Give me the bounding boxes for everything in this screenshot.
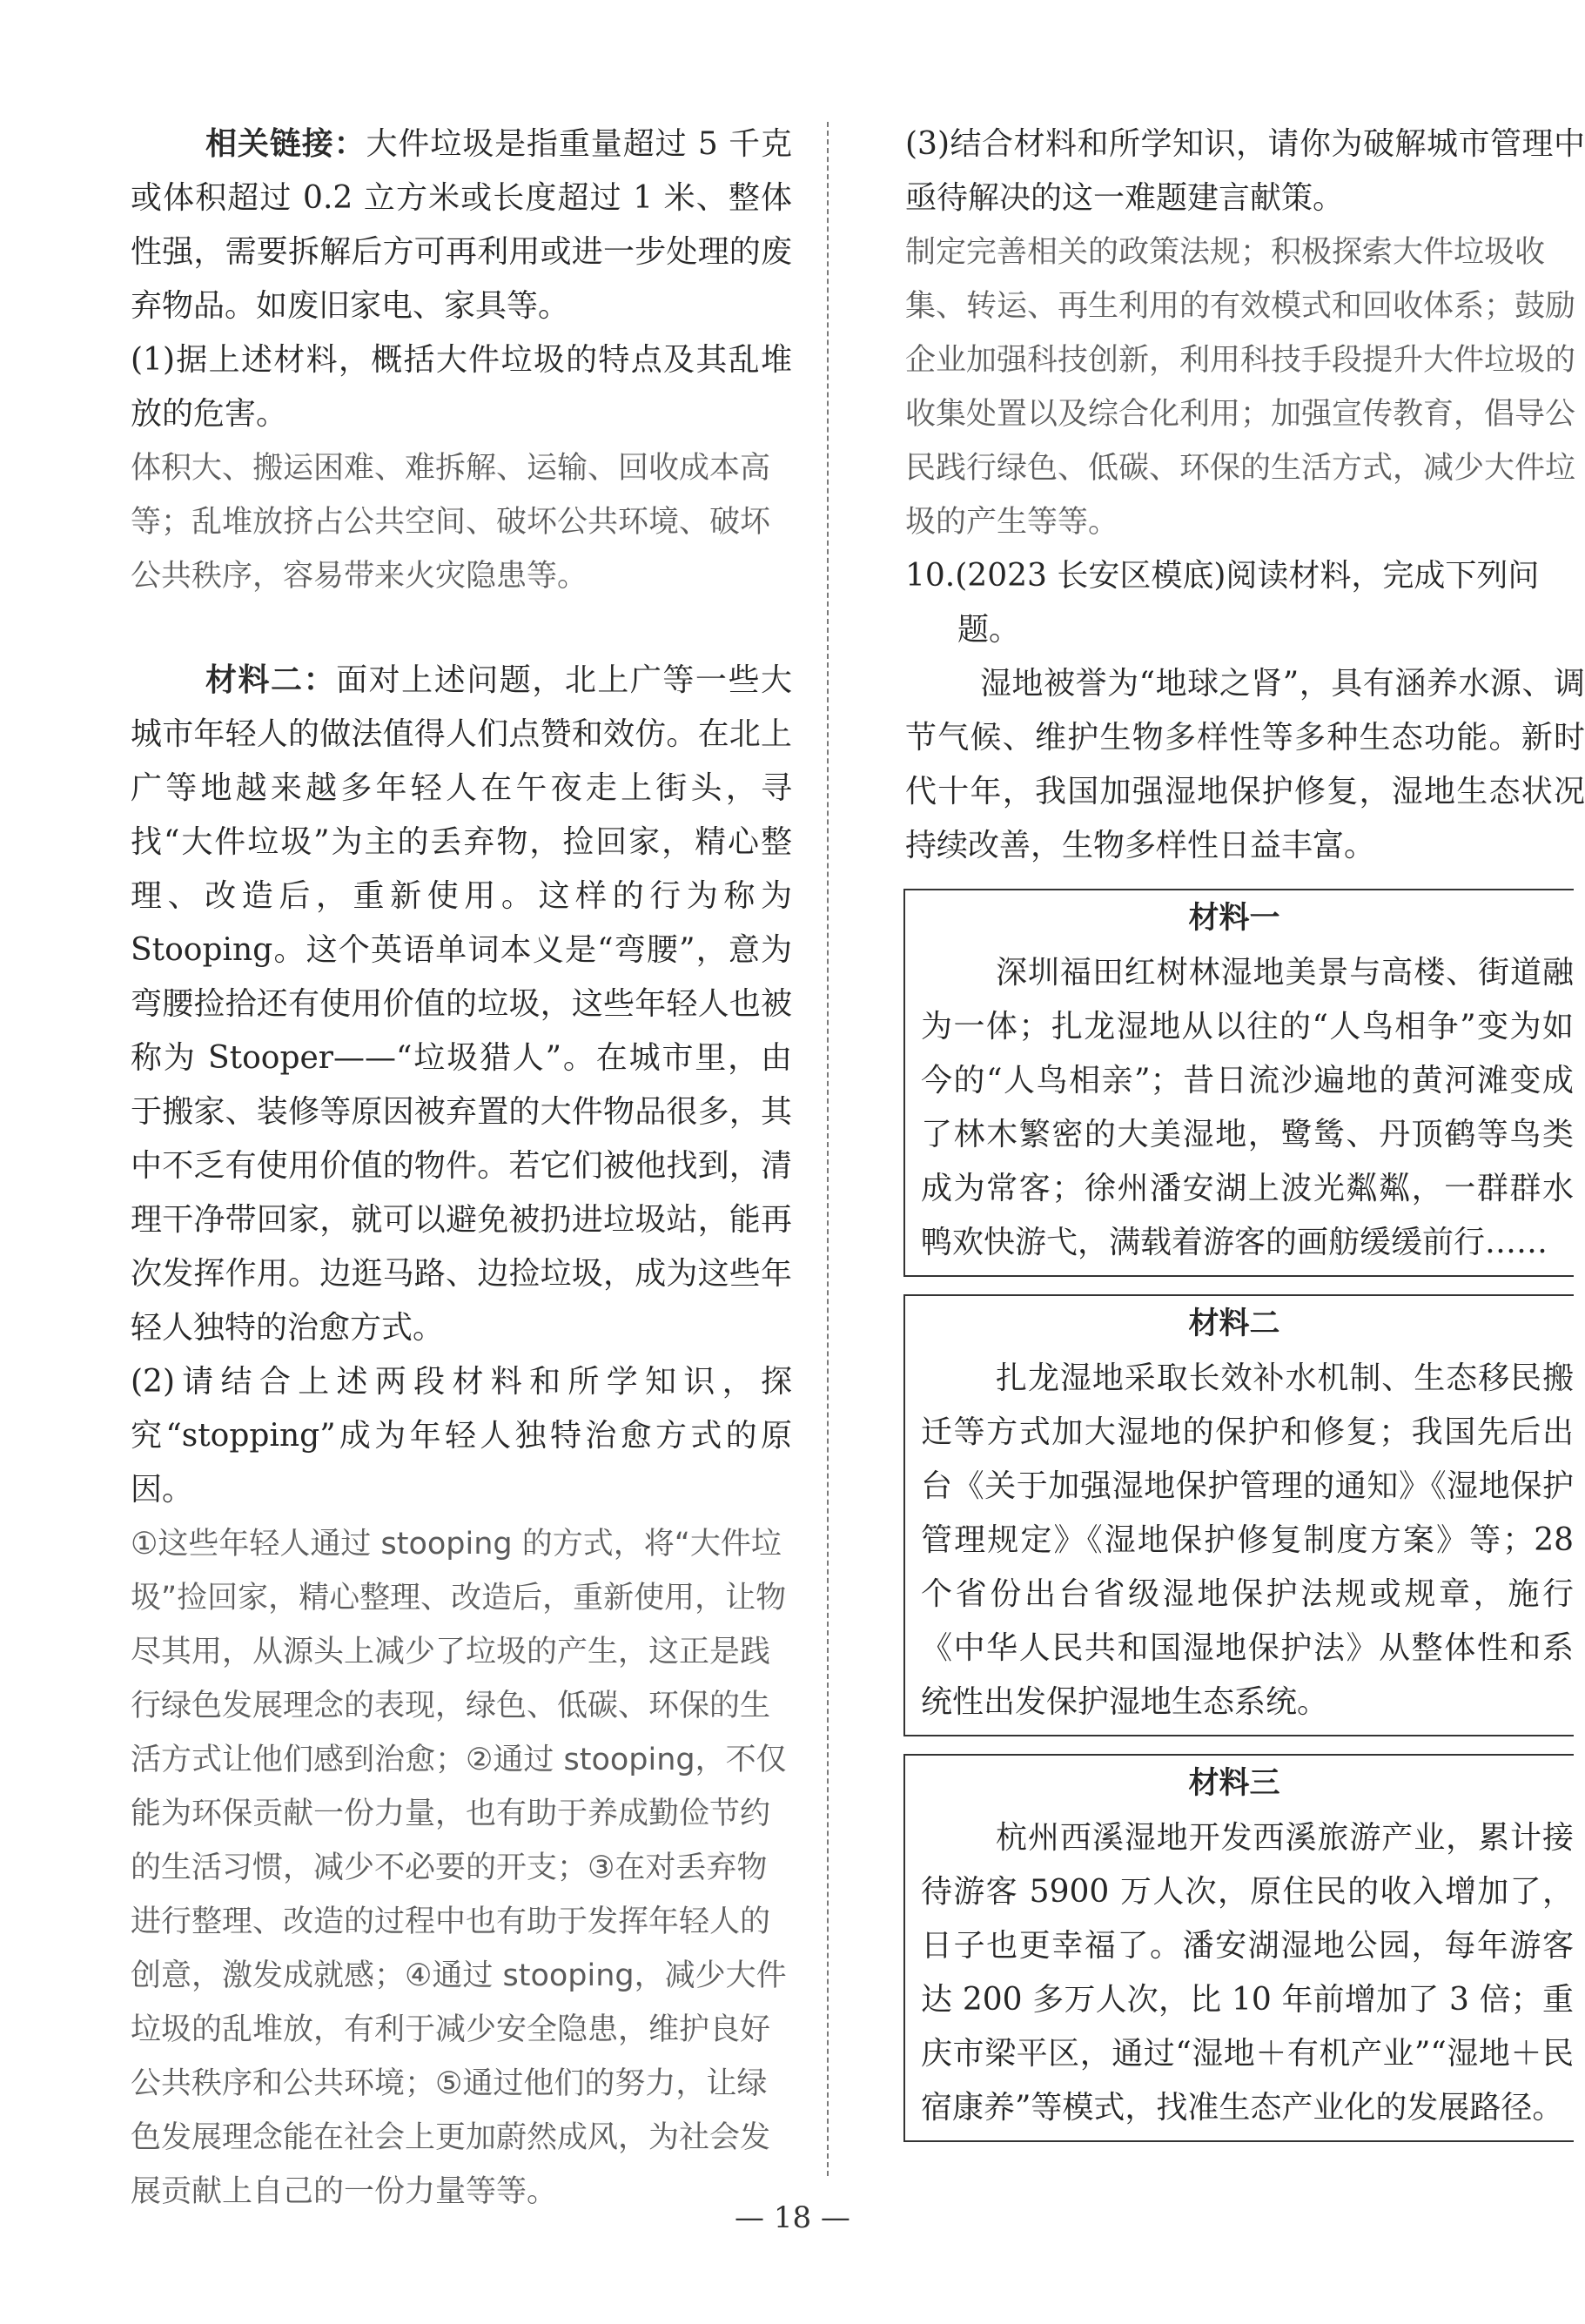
question-10-number: 10.	[905, 558, 956, 594]
right-column	[905, 118, 1585, 2142]
material-2-label: 材料二：	[205, 662, 337, 698]
answer-3: 制定完善相关的政策法规；积极探索大件垃圾收集、转运、再生利用的有效模式和回收体系；鼓励企业加强科技创新，利用科技手段提升大件垃圾的收集处置以及综合化利用；加强宣传教育，倡导公民践行绿色、低碳、环保的生活方式，减少大件垃圾的产生等等。	[905, 235, 1576, 540]
material-1-text: 深圳福田红树林湿地美景与高楼、街道融为一体；扎龙湿地从以往的“人鸟相争”变为如今的“人鸟相亲”；昔日流沙遍地的黄河滩变成了林木繁密的大美湿地，鹭鸶、丹顶鹤等鸟类成为常客；徐州潘安湖上波光粼粼，一群群水鸭欢快游弋，满载着游客的画舫缓缓前行……	[921, 955, 1574, 1260]
material-1-box	[903, 889, 1574, 1277]
wetland-intro: 湿地被誉为“地球之肾”，具有涵养水源、调节气候、维护生物多样性等多种生态功能。新时代十年，我国加强湿地保护修复，湿地生态状况持续改善，生物多样性日益丰富。	[905, 666, 1585, 863]
material-2-box	[903, 1294, 1574, 1736]
question-3: (3)结合材料和所学知识，请你为破解城市管理中亟待解决的这一难题建言献策。	[905, 126, 1585, 216]
question-10	[905, 549, 1585, 657]
answer-1: 体积大、搬运困难、难拆解、运输、回收成本高等；乱堆放挤占公共空间、破坏公共环境、破坏公共秩序，容易带来火灾隐患等。	[131, 451, 771, 594]
page-number: — 18 —	[735, 2200, 850, 2235]
question-2: (2)请结合上述两段材料和所学知识，探究“stopping”成为年轻人独特治愈方式的原因。	[131, 1364, 792, 1508]
material-2-title: 材料二	[1188, 1306, 1280, 1341]
material-3-text: 杭州西溪湿地开发西溪旅游产业，累计接待游客 5900 万人次，原住民的收入增加了，日子也更幸福了。潘安湖湿地公园，每年游客达 200 多万人次，比 10 年前增加了 3 倍；重庆市梁平区，通过“湿地＋有机产业”“湿地＋民宿康养”等模式，找准生态产业化的发展路径。	[921, 1820, 1574, 2126]
material-3-box	[903, 1754, 1574, 2142]
related-link-paragraph	[131, 118, 792, 333]
left-column	[131, 118, 792, 2219]
material-2-paragraph	[131, 654, 792, 1355]
answer-2: ①这些年轻人通过 stooping 的方式，将“大件垃圾”捡回家，精心整理、改造后，重新使用，让物尽其用，从源头上减少了垃圾的产生，这正是践行绿色发展理念的表现，绿色、低碳、环保的生活方式让他们感到治愈；②通过 stooping，不仅能为环保贡献一份力量，也有助于养成勤俭节约的生活习惯，减少不必要的开支；③在对丢弃物进行整理、改造的过程中也有助于发挥年轻人的创意，激发成就感；④通过 stooping，减少大件垃圾的乱堆放，有利于减少安全隐患，维护良好公共秩序和公共环境；⑤通过他们的努力，让绿色发展理念能在社会上更加蔚然成风，为社会发展贡献上自己的一份力量等等。	[131, 1527, 787, 2209]
related-link-text: 大件垃圾是指重量超过 5 千克或体积超过 0.2 立方米或长度超过 1 米、整体性强，需要拆解后方可再利用或进一步处理的废弃物品。如废旧家电、家具等。	[131, 126, 792, 324]
question-1: (1)据上述材料，概括大件垃圾的特点及其乱堆放的危害。	[131, 342, 792, 432]
material-2-text: 面对上述问题，北上广等一些大城市年轻人的做法值得人们点赞和效仿。在北上广等地越来越多年轻人在午夜走上街头，寻找“大件垃圾”为主的丢弃物，捡回家，精心整理、改造后，重新使用。这样的行为称为 Stooping。这个英语单词本义是“弯腰”，意为弯腰捡拾还有使用价值的垃圾，这些年轻人也被称为 Stooper——“垃圾猎人”。在城市里，由于搬家、装修等原因被弃置的大件物品很多，其中不乏有使用价值的物件。若它们被他找到，清理干净带回家，就可以避免被扔进垃圾站，能再次发挥作用。边逛马路、边捡垃圾，成为这些年轻人独特的治愈方式。	[131, 662, 792, 1346]
material-1-title: 材料一	[1188, 901, 1280, 936]
material-2-box-text: 扎龙湿地采取长效补水机制、生态移民搬迁等方式加大湿地的保护和修复；我国先后出台《关于加强湿地保护管理的通知》《湿地保护管理规定》《湿地保护修复制度方案》等；28 个省份出台省级湿地保护法规或规章，施行《中华人民共和国湿地保护法》从整体性和系统性出发保护湿地生态系统。	[921, 1360, 1574, 1720]
material-3-title: 材料三	[1188, 1766, 1280, 1801]
question-10-text: (2023 长安区模底)阅读材料，完成下列问题。	[955, 558, 1540, 648]
column-divider	[827, 122, 829, 2176]
related-link-label: 相关链接：	[205, 126, 366, 162]
